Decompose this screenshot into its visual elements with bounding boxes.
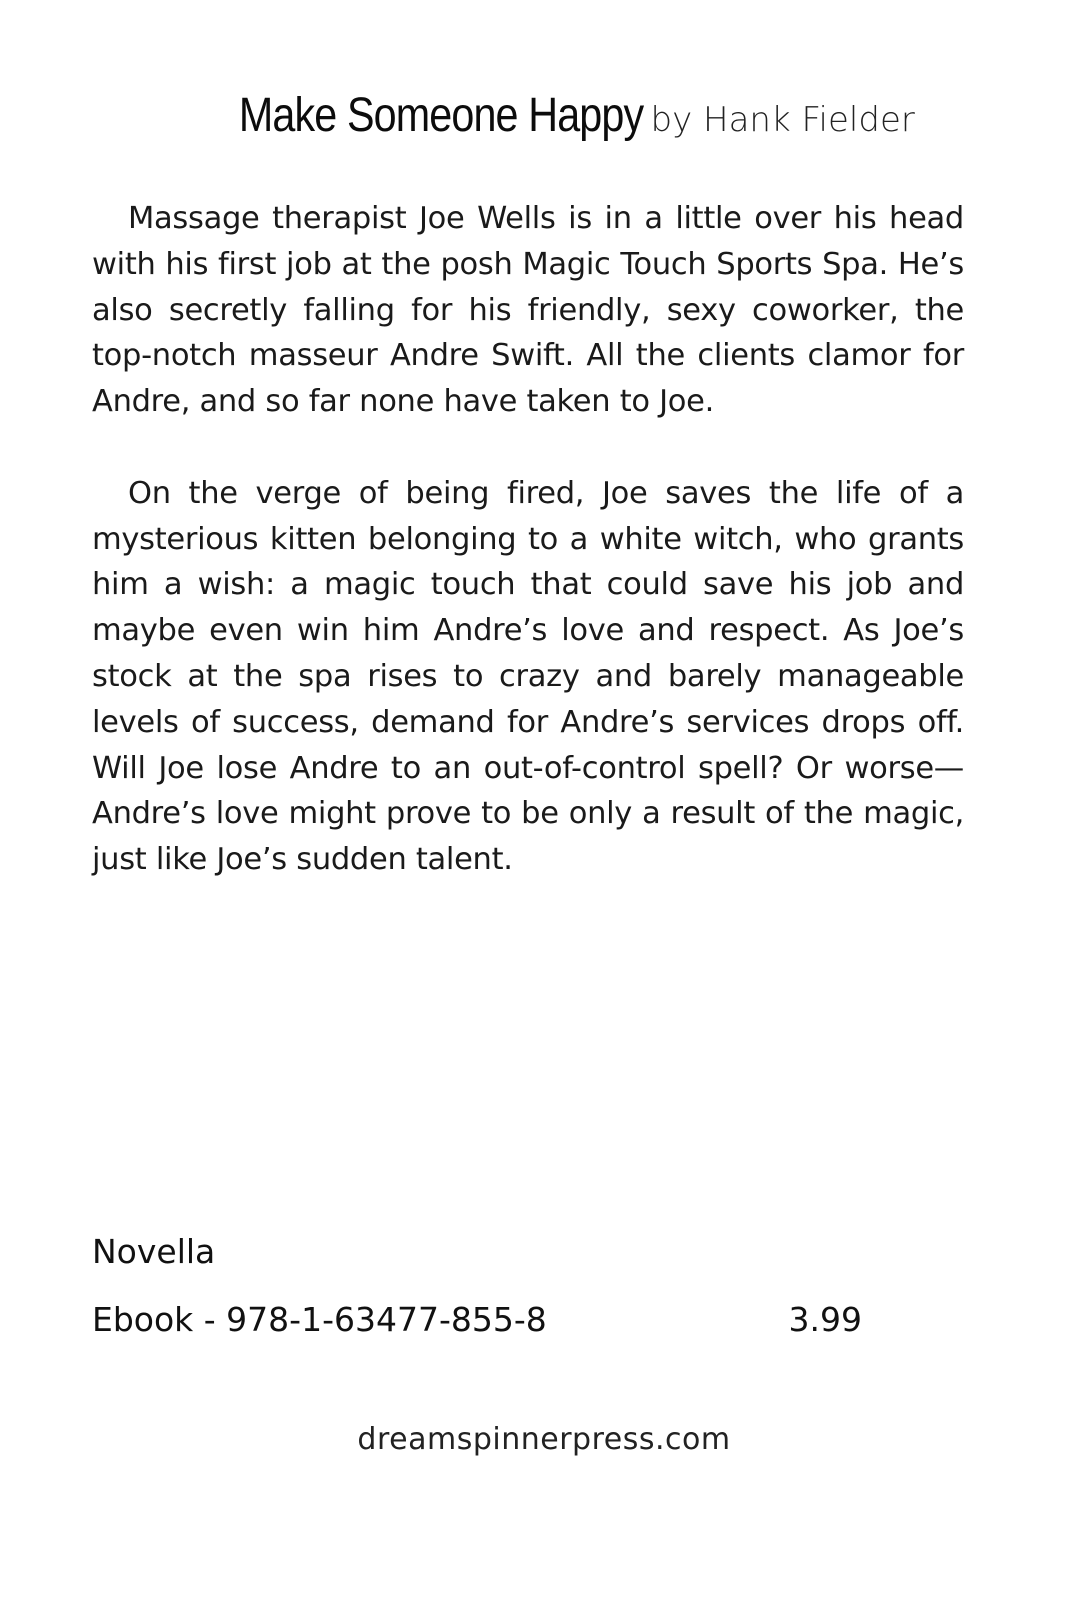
book-blurb [92, 196, 964, 929]
ebook-isbn: Ebook - 978-1-63477-855-8 [92, 1300, 547, 1339]
book-title: Make Someone Happy [238, 89, 644, 142]
author-byline: by Hank Fielder [650, 100, 915, 140]
blurb-paragraph-2: On the verge of being fired, Joe saves the life of a mysterious kitten belonging to a white witch, who grants him a wish: a magic touch that could save his job and maybe even win him Andre’s love and respect. As Joe’s stock at the spa rises to crazy and barely manageable levels of success, demand for Andre’s services drops off. Will Joe lose Andre to an out-of-control spell? Or worse—Andre’s love might prove to be only a result of the magic, just like Joe’s sudden talent. [92, 475, 964, 878]
title-line [0, 88, 1088, 143]
blurb-paragraph-1: Massage therapist Joe Wells is in a little over his head with his first job at the posh Magic Touch Sports Spa. He’s also secretly falling for his friendly, sexy coworker, the top-notch masseur Andre Swift. All the clients clamor for Andre, and so far none have taken to Joe. [92, 201, 964, 420]
publisher-website: dreamspinnerpress.com [357, 1422, 731, 1457]
ebook-price: 3.99 [788, 1300, 862, 1339]
format-label: Novella [92, 1232, 216, 1271]
